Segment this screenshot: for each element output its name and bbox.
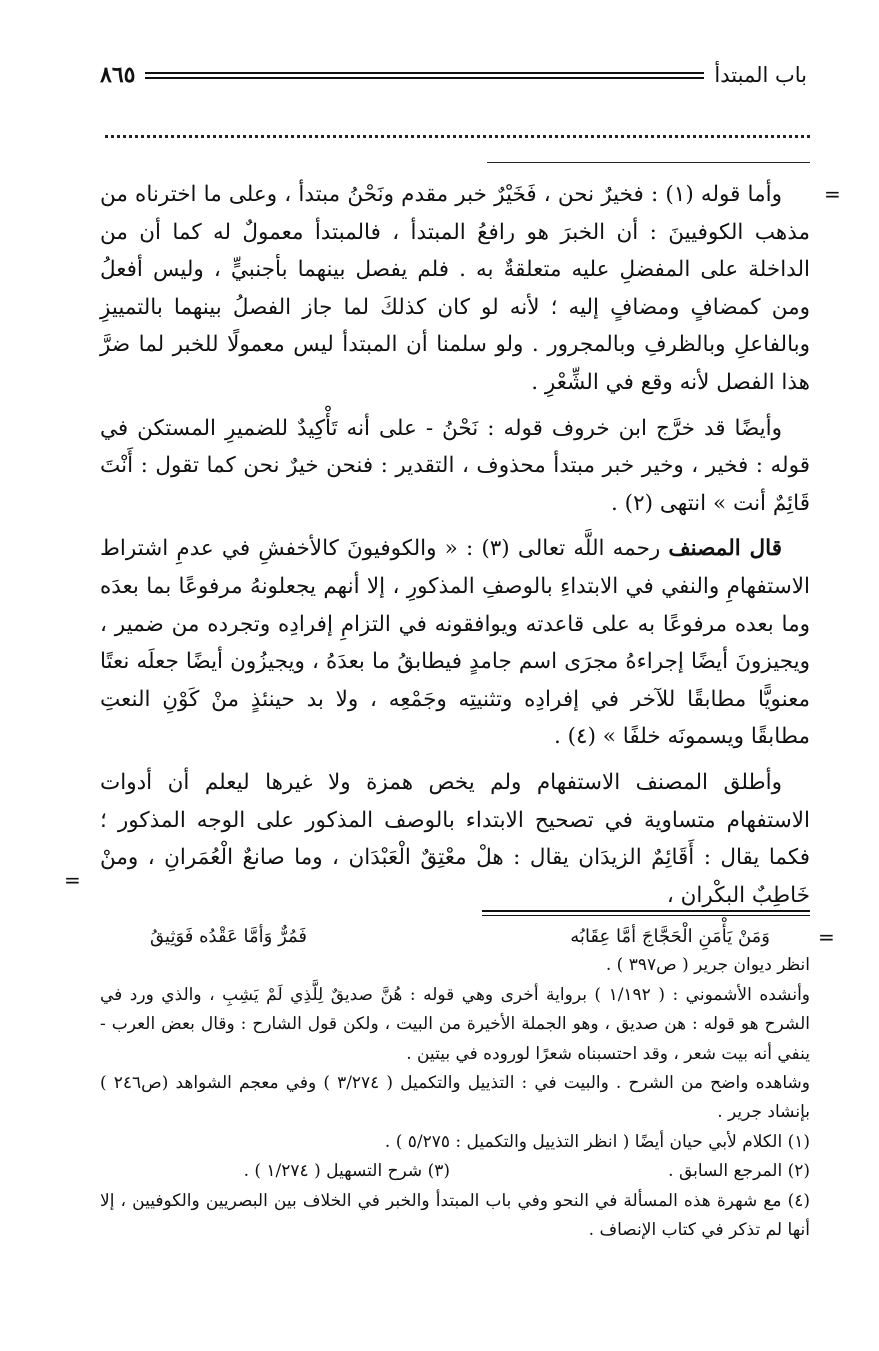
paragraph-1: وأما قوله (١) : فخيرٌ نحن ، فَخَيْرٌ خبر مقدم ونَحْنُ مبتدأ ، وعلى ما اخترناه من مذهب الكوفيينَ : أن الخبرَ هو رافعُ المبتدأ ، فالمبتدأ معمولٌ له كما أن من الداخلة على المفضلِ عليه متعلقةٌ به . فلم يفصل بينهما بأجنبيٍّ ، وليس أفعلُ ومن كمضافٍ ومضافٍ إليه ؛ لأنه لو كان كذلكَ لما جاز الفصلُ بينهما بالتمييزِ وبالفاعلِ وبالظرفِ وبالمجرور . ولو سلمنا أن المبتدأ ليس معمولًا للخبر لما ضرَّ هذا الفصل لأنه وقع في الشِّعْرِ .	[100, 182, 810, 395]
footnotes	[100, 922, 810, 1245]
poem-verse	[100, 922, 810, 951]
header-rule	[145, 72, 704, 79]
paragraph-4: وأطلق المصنف الاستفهام ولم يخص همزة ولا غيرها ليعلم أن أدوات الاستفهام متساوية في تصحيح الابتداء بالوصف المذكور على الوجه المذكور ؛ فكما يقال : أَقَائِمٌ الزيدَان يقال : هلْ معْتِقٌ الْعَبْدَان ، وما صانعٌ الْعُمَرانِ ، ومنْ خَاطِبٌ البكْران ،	[100, 769, 810, 908]
footnote-3: (٣) شرح التسهيل ( ١/٢٧٤ ) .	[243, 1161, 450, 1182]
footnote-1: (١) الكلام لأبي حيان أيضًا ( انظر التذييل والتكميل : ٥/٢٧٥ ) .	[384, 1131, 810, 1152]
chapter-title: باب المبتدأ	[714, 63, 807, 87]
continuation-rule	[487, 162, 810, 163]
footnote-line: انظر ديوان جرير ( ص٣٩٧ ) .	[605, 955, 810, 976]
continuation-mark-bottom: =	[64, 868, 81, 892]
continuation-mark-footnote: =	[818, 925, 835, 949]
footnote-line: وشاهده واضح من الشرح . والبيت في : التذييل والتكميل ( ٣/٢٧٤ ) وفي معجم الشواهد (ص٢٤٦ ) بإنشاد جرير .	[100, 1073, 810, 1123]
footnote-separator	[482, 910, 810, 916]
footnote-4: (٤) مع شهرة هذه المسألة في النحو وفي باب المبتدأ والخبر في الخلاف بين البصريين والكوفيين ، إلا أنها لم تذكر في كتاب الإنصاف .	[100, 1190, 810, 1241]
continuation-mark-top: =	[824, 182, 841, 206]
quotation-text: رحمه اللَّه تعالى (٣) : « والكوفيونَ كالأخفشِ في عدمِ اشتراط الاستفهامِ والنفي في الابتداءِ بالوصفِ المذكورِ ، إلا أنهم يجعلونهُ مرفوعًا بما بعدَه وما بعده مرفوعًا به على قاعدته ويوافقونه في التزامِ إفرادِه وتجرده من ضمير ، ويجيزونَ أيضًا إجراءهُ مجرَى اسم جامدٍ فيطابقُ ما بعدَهُ ، ويجيزُون أيضًا جعلَه نعتًا معنويًّا مطابقًا للآخر في إفرادِه وتثنيتِه وجَمْعِه ، ولا بد حينئذٍ منْ كَوْنِ النعتِ مطابقًا ويسمونَه خلفًا » (٤) .	[100, 536, 810, 750]
page-number: ٨٦٥	[100, 62, 136, 88]
verse-first-hemistich: وَمَنْ يَأْمَنِ الْحَجَّاجَ أمَّا عِقَابُه	[570, 926, 770, 947]
paragraph-2: وأيضًا قد خرَّج ابن خروف قوله : نَحْنُ - على أنه تَأْكِيدٌ للضميرِ المستكن في قوله : فخير ، وخير خبر مبتدأ محذوف ، التقدير : فنحن خيرٌ نحن كما تقول : أَنْتَ قَائِمٌ أنت » انتهى (٢) .	[100, 415, 810, 516]
dotted-separator	[105, 135, 810, 138]
footnote-line: وأنشده الأشموني : ( ١/١٩٢ ) برواية أخرى وهي قوله : هُنَّ صديقٌ لِلَّذِي لَمْ يَشِبِ ، والذي ورد في الشرح هو قوله : هن صديق ، وهو الجملة الأخيرة من البيت ، ولكن قول الشارح : وقال بعض العرب - ينفي أنه بيت شعر ، وقد احتسبناه شعرًا لوروده في بيتين .	[100, 984, 811, 1064]
paragraph-3	[100, 530, 810, 756]
verse-second-hemistich: فَمُرٌّ وَأمَّا عَقْدُه فَوَثِيقُ	[150, 926, 308, 947]
footnote-row-2-3	[100, 1157, 810, 1186]
footnote-2: (٢) المرجع السابق .	[668, 1161, 810, 1182]
main-text	[100, 176, 810, 922]
running-header	[100, 58, 807, 92]
author-lead: قال المصنف	[668, 536, 782, 562]
